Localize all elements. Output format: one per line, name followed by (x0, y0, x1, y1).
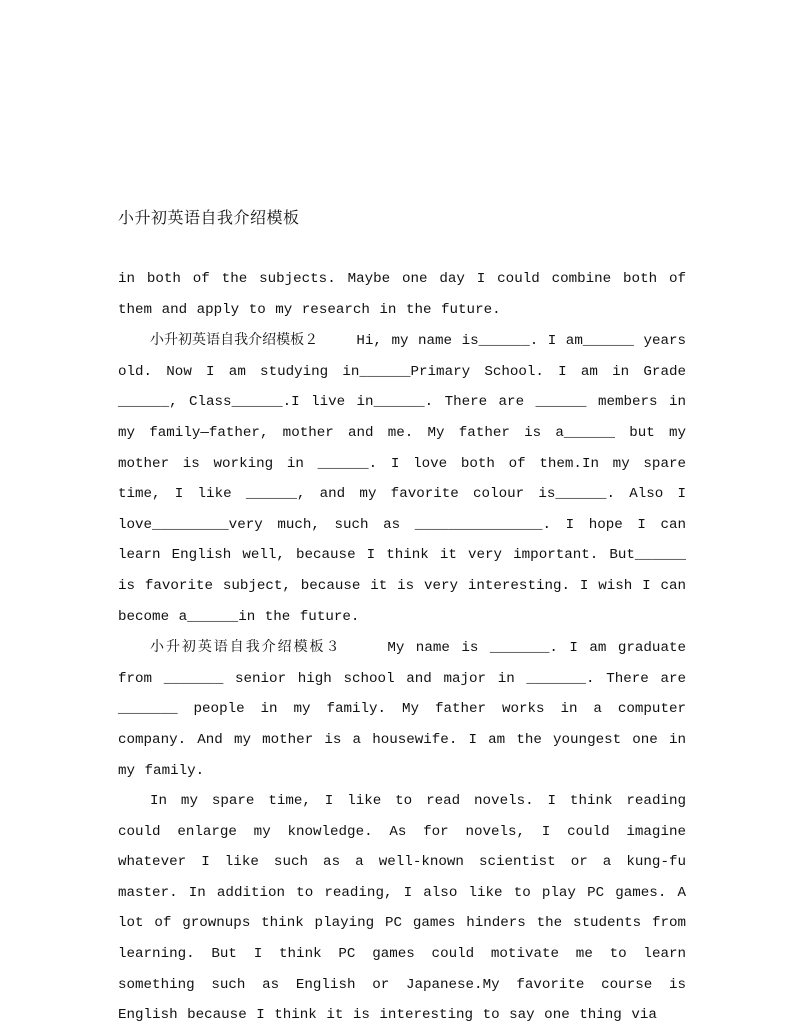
template-3-heading: 小升初英语自我介绍模板３ (150, 639, 342, 656)
paragraph-3-text: My name is _______. I am graduate from _______ senior high school and major in _______. There are _______ people in my family. My father works in a computer company. And my mother is a housewife. I am the youngest one in my family. (118, 640, 686, 779)
page-header: 小升初英语自我介绍模板 (118, 208, 300, 227)
paragraph-2 (118, 325, 686, 632)
paragraph-2-text: Hi, my name is______. I am______ years old. Now I am studying in______Primary School. I am in Grade ______, Class______.I live in______. There are ______ members in my family—father, mother and me. My father is a______ but my mother is working in ______. I love both of them.In my spare time, I like ______, and my favorite colour is______. Also I love_________very much, such as _______________. I hope I can learn English well, because I think it very important. But______ is favorite subject, because it is very interesting. I wish I can become a______in the future. (118, 333, 687, 625)
paragraph-4 (118, 786, 686, 1031)
paragraph-1-text: in both of the subjects. Maybe one day I could combine both of them and apply to my research in the future. (118, 271, 686, 318)
document-body (118, 264, 686, 1031)
paragraph-3 (118, 632, 686, 786)
paragraph-4-text: In my spare time, I like to read novels. I think reading could enlarge my knowledge. As for novels, I could imagine whatever I like such as a well-known scientist or a kung-fu master. In addition to reading, I also like to play PC games. A lot of grownups think playing PC games hinders the students from learning. But I think PC games could motivate me to learn something such as English or Japanese.My favorite course is English because I think it is interesting to say one thing via (118, 793, 686, 1024)
template-2-heading: 小升初英语自我介绍模板２ (150, 332, 319, 349)
paragraph-1 (118, 264, 686, 325)
